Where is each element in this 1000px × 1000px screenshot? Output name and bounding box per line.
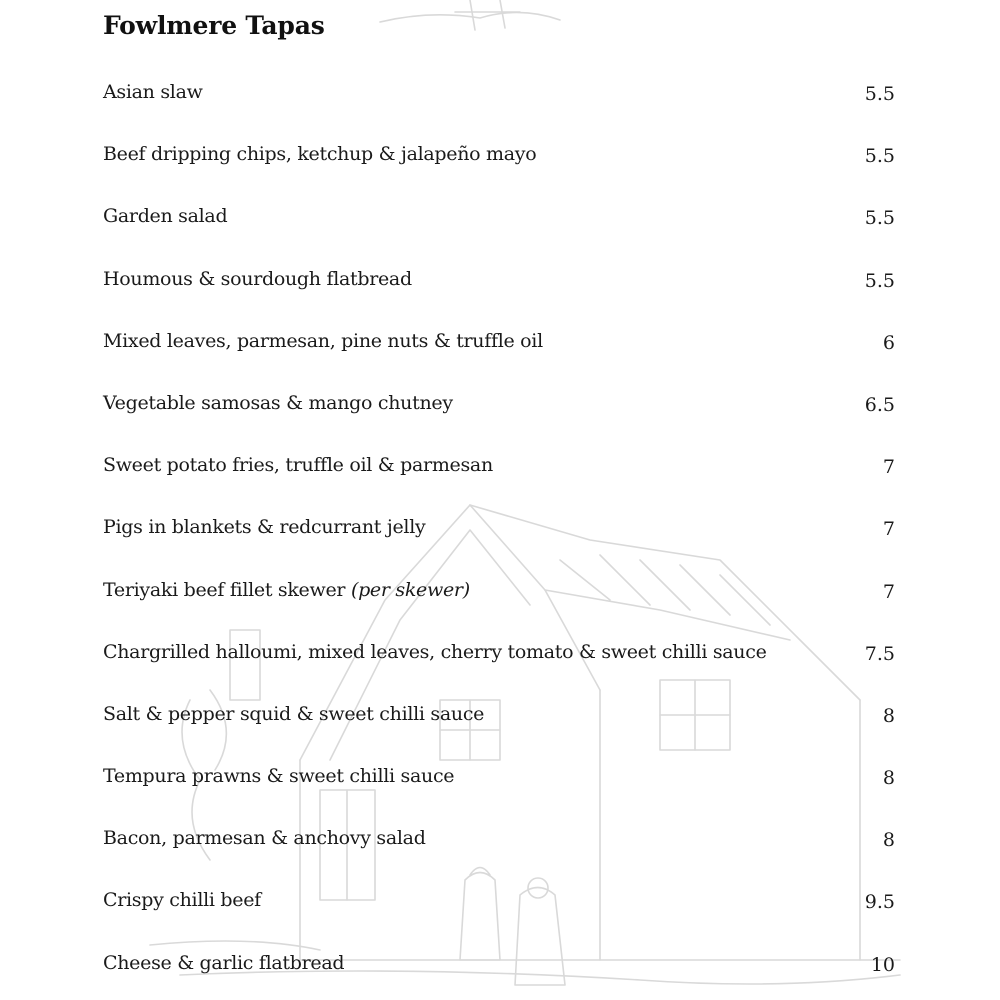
menu-item (103, 882, 895, 944)
menu-item (103, 261, 895, 323)
menu-item (103, 696, 895, 758)
item-price: 6 (882, 331, 895, 354)
item-name: Crispy chilli beef (103, 889, 261, 912)
menu-item (103, 74, 895, 136)
menu-item (103, 634, 895, 696)
item-name: Tempura prawns & sweet chilli sauce (103, 765, 455, 788)
item-price: 8 (882, 704, 895, 727)
menu-item (103, 198, 895, 260)
item-name: Beef dripping chips, ketchup & jalapeño mayo (103, 143, 537, 166)
menu-item (103, 820, 895, 882)
menu-title: Fowlmere Tapas (103, 11, 325, 40)
menu-item (103, 323, 895, 385)
item-price: 8 (882, 767, 895, 790)
menu-item (103, 447, 895, 509)
item-price: 7 (882, 518, 895, 541)
item-price: 10 (870, 953, 895, 976)
tapas-menu-list (103, 74, 895, 1000)
item-name: Mixed leaves, parmesan, pine nuts & truffle oil (103, 329, 543, 352)
item-name: Garden salad (103, 205, 228, 228)
menu-item (103, 945, 895, 1000)
item-name: Pigs in blankets & redcurrant jelly (103, 516, 426, 539)
item-name: Salt & pepper squid & sweet chilli sauce (103, 702, 485, 725)
item-price: 8 (882, 829, 895, 852)
item-price: 9.5 (864, 891, 895, 914)
item-name: Chargrilled halloumi, mixed leaves, cherry tomato & sweet chilli sauce (103, 640, 767, 663)
item-price: 6.5 (864, 393, 895, 416)
menu-item (103, 572, 895, 634)
item-name: Houmous & sourdough flatbread (103, 267, 412, 290)
item-price: 5.5 (864, 83, 895, 105)
item-note: (per skewer) (350, 578, 470, 601)
item-name: Asian slaw (103, 81, 203, 103)
item-price: 5.5 (864, 207, 895, 230)
item-name: Cheese & garlic flatbread (103, 951, 345, 974)
item-price: 7 (882, 580, 895, 603)
item-price: 5.5 (864, 145, 895, 168)
menu-item (103, 385, 895, 447)
item-price: 5.5 (864, 269, 895, 292)
item-name: Bacon, parmesan & anchovy salad (103, 827, 426, 850)
item-price: 7.5 (864, 642, 895, 665)
menu-item (103, 136, 895, 198)
menu-item (103, 758, 895, 820)
item-name: Teriyaki beef fillet skewer (per skewer) (103, 578, 470, 601)
menu-item (103, 509, 895, 571)
item-name: Vegetable samosas & mango chutney (103, 391, 453, 414)
item-price: 7 (882, 456, 895, 479)
item-name: Sweet potato fries, truffle oil & parmesan (103, 454, 493, 477)
